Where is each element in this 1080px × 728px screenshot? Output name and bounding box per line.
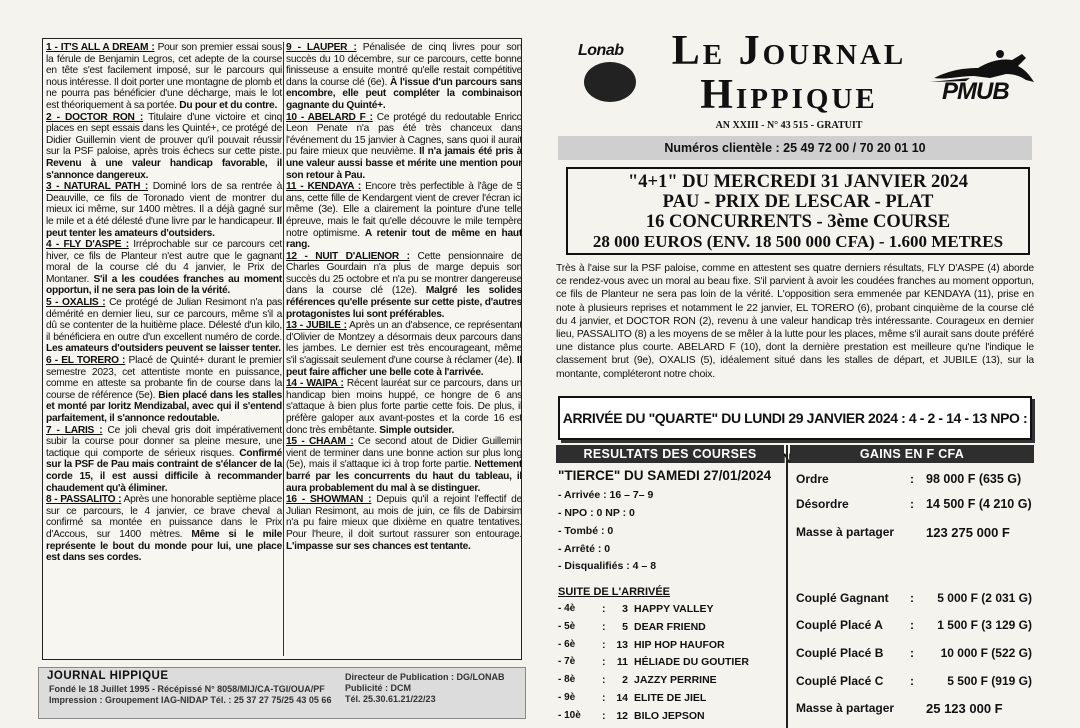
tierce-tombe: - Tombé : 0 [558,525,614,537]
race-header-box: "4+1" DU MERCREDI 31 JANVIER 2024 PAU - PRIX DE LESCAR - PLAT 16 CONCURRENTS - 3ème COURSE 28 000 EUROS (ENV. 18 500 000 CFA) - 1.600 METRES [566,167,1030,255]
horse-entry-13: 13 - JUBILE : Après un an d'absence, ce représentant d'Olivier de Montzey a désormais deux parcours dans les jambes. Le dernier est très encourageant, même s'il s'agissait seulement d'une course à réclamer (4e). Il peut faire afficher une belle cote à l'arrivée. [286,320,522,378]
journal-title-line1: Le Journal [671,28,907,74]
horse-entry-3: 3 - NATURAL PATH : Dominé lors de sa rentrée à Deauville, ce fils de Toronado vient de montrer du mieux ici même, sur 1400 mètres. Il a déjà gagné sur le mile et a été délesté d'une livre par le handicapeur. Il peut tenter les amateurs d'outsiders. [46,181,283,239]
footer-right: Directeur de Publication : DG/LONAB Publicité : DCM Tél. 25.30.61.21/22/23 [345,672,505,704]
horse-entry-12: 12 - NUIT D'ALIENOR : Cette pensionnaire de Charles Gourdain n'a plus de marge depuis son succès du 25 octobre et n'a pu se montrer dangereuse dans la course clé (12e). Malgré les solides références qu'elle présente sur cette piste, d'autres protagonistes lui sont préférables. [286,250,522,320]
tierce-disqualifies: - Disqualifiés : 4 – 8 [558,560,657,572]
publication-footer [38,667,526,719]
tierce-title: "TIERCE" DU SAMEDI 27/01/2024 [558,468,772,483]
horse-entry-16: 16 - SHOWMAN : Depuis qu'il a rejoint l'effectif de Julian Resimont, au mois de juin, ce fils de Dabirsim n'a pu faire mieux que dixième en quatre tentatives. Pour l'heure, il doit surtout rassurer son entourage. L'impasse sur ses chances est tentante. [286,494,523,552]
horse-entry-6: 6 - EL TORERO : Placé de Quinté+ durant le premier semestre 2023, cet attentiste monte en puissance, comme en atteste sa probante fin de course dans la course de référence (5e). Bien placé dans les stalles et monté par Ioritz Mendizabal, avec qui il s'entend parfaitement, il s'annonce redoutable. [46,355,283,424]
horse-entry-1: 1 - IT'S ALL A DREAM : Pour son premier essai sous la férule de Benjamin Legros, cet adepte de la course en tête s'est facilement imposé, sur le parcours qui nous intéresse. Il doit porter une montagne de plomb et ne pourra pas bénéficier d'une décharge, mais le lot est théoriquement à sa portée. Du pour et du contre. [46,42,282,111]
horse-entry-4: 4 - FLY D'ASPE : Irréprochable sur ce parcours cet hiver, ce fils de Planteur n'est autre que le gagnant moral de la course clé du 4 janvier, le Prix de Montaner. S'il a les coudées franches au moment opportun, il ne sera pas loin de la vérité. [46,239,283,297]
footer-title: JOURNAL HIPPIQUE [47,670,169,682]
horse-entry-2: 2 - DOCTOR RON : Titulaire d'une victoire et cinq places en sept essais dans les Quinté+, ce protégé de Didier Guillemin vient de prouver qu'il pouvait réussir sur la PSF paloise, après trois échecs sur cette piste. Revenu à une valeur handicap favorable, il s'annonce dangereux. [46,111,282,181]
arrivee-quarte-box: ARRIVÉE DU "QUARTE" DU LUNDI 29 JANVIER 2024 : 4 - 2 - 14 - 13 NPO : [558,396,1032,440]
horse-entry-9: 9 - LAUPER : Pénalisée de cinq livres pour son succès du 10 décembre, sur ce parcours, cette bonne finisseuse a ensuite montré qu'elle restait compétitive dans la course clé (6e). À l'issue d'un parcours sans encombre, elle peut compléter la combinaison gagnante du Quinté+. [286,42,522,111]
lonab-ball-icon [584,62,636,102]
horse-entry-11: 11 - KENDAYA : Encore très perfectible à l'âge de 5 ans, cette fille de Kendargent vient de crever l'écran ici même (3e). Elle a clairement la pointure d'une telle épreuve, mais le fait qu'elle découvre le mile tempère notre optimisme. A retenir tout de même en haut rang. [286,181,522,251]
results-header: RESULTATS DES COURSES [556,445,784,463]
pronostics-column-left [46,42,282,564]
pmub-logo: PMUB [930,48,1040,108]
tierce-arrivee: - Arrivée : 16 – 7– 9 [558,489,654,501]
customer-phone-bar: Numéros clientèle : 25 49 72 00 / 70 20 01 10 [558,136,1032,160]
column-divider [283,42,284,656]
pronostics-box [42,38,522,660]
prono-summary: Très à l'aise sur la PSF paloise, comme en attestent ses quatre derniers résultats, FLY D'ASPE (4) aborde ce rendez-vous avec un moral au beau fixe. S'il parvient à avoir les coudées franches au moment opportun, ce fils de Planteur ne sera pas loin de la vérité. L'opposition sera emmenée par KENDAYA (11), prise en note à plusieurs reprises et notamment le 22 janvier, EL TORERO (6), probant cinquième de la course clé du 4 janvier, et DOCTOR RON (2), revenu à une valeur handicap très intéressante. Courageux en dernier lieu, PASSALITO (8) a les moyens de se mêler à la lutte pour les places, même s'il aurait sans doute préféré une distance plus courte. ABELARD F (10), dont la dernière prestation est meilleure qu'ne l'indique le classement brut (9e), OXALIS (5), idéalement situé dans les stalles de départ, et JUBILE (13), sur la montante, compléteront notre choix. [556,263,1034,380]
horse-entry-14: 14 - WAIPA : Récent lauréat sur ce parcours, dans un handicap bien moins huppé, ce hongre de 6 ans s'attaque à bien plus forte partie cette fois. De plus, il préfère galoper aux avant-postes et la corde 16 est donc très embêtante. Simple outsider. [286,378,522,436]
tierce-arrete: - Arrêté : 0 [558,543,611,555]
pronostics-column-right [286,42,522,552]
horse-entry-15: 15 - CHAAM : Ce second atout de Didier Guillemin vient de terminer dans une bonne action sur plus long (5e), mais il s'attaque ici à trop forte partie. Nettement barré par les concurrents du haut du tableau, il aura probablement du mal à se distinguer. [286,436,522,494]
horse-entry-8: 8 - PASSALITO : Après une honorable septième place sur ce parcours, le 4 janvier, ce brave cheval a confirmé sa montée en puissance dans le Prix d'Accous, sur 1400 mètres. Même si le mile représente le bout du monde pour lui, une place est dans ses cordes. [46,494,282,564]
journal-title-line2: Hippique [700,72,878,118]
horse-entry-10: 10 - ABELARD F : Ce protégé du redoutable Enrico Leon Penate n'a pas été très chanceux dans l'événement du 15 janvier à Cagnes, sans quoi il aurait pu faire mieux que neuvième. Il n'a jamais été pris à une valeur aussi basse et mérite une mention pour son retour à Pau. [286,111,522,181]
suite-arrivee-title: SUITE DE L'ARRIVÉE [558,586,671,598]
lonab-logo: Lonab [572,40,650,108]
horse-entry-7: 7 - LARIS : Ce joli cheval gris doit impérativement subir la course pour donner sa pleine mesure, une tactique qui comporte de sérieux risques. Confirmé sur la PSF de Pau mais contraint de s'élancer de la corde 15, il est aussi difficile à recommander chaudement qu'à éliminer. [46,424,282,494]
horse-entry-5: 5 - OXALIS : Ce protégé de Julian Resimont n'a pas démérité en dernier lieu, sur ce parcours, même s'il a dû se contenter de la huitième place. Délesté d'un kilo, il bénéficiera en outre d'un excellent numéro de corde. Les amateurs d'outsiders peuvent se laisser tenter. [46,297,282,355]
footer-left: Fondé le 18 Juillet 1995 - Récépissé N° 8058/MIJ/CA-TGI/OUA/PF Impression : Groupement IAG-NIDAP Tél. : 25 37 27 75/25 43 05 66 [49,684,332,705]
issue-number: AN XXIII - N° 43 515 - GRATUIT [715,120,863,131]
gains-header: GAINS EN F CFA [790,445,1034,463]
tierce-npo: - NPO : 0 NP : 0 [558,507,635,519]
